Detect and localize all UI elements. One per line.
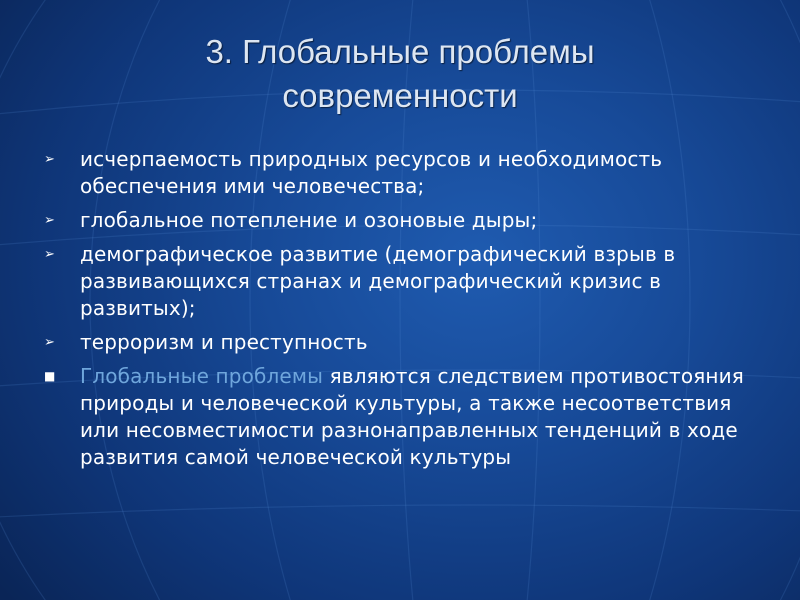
bullet-text: глобальное потепление и озоновые дыры;	[80, 208, 538, 232]
arrow-bullet-icon: ➢	[44, 152, 56, 167]
arrow-bullet-icon: ➢	[44, 213, 56, 228]
bullet-item	[44, 146, 764, 200]
highlighted-term: Глобальные проблемы	[80, 364, 324, 388]
slide-title	[40, 30, 760, 118]
bullet-list	[44, 146, 764, 478]
bullet-item	[44, 207, 764, 234]
arrow-bullet-icon: ➢	[44, 335, 56, 350]
arrow-bullet-icon: ➢	[44, 247, 56, 262]
bullet-text: являются следствием противостояния природы и человеческой культуры, а также несоответствия или несовместимости разнонаправленных тенденций в ходе развития самой человеческой культуры	[80, 364, 744, 469]
bullet-item	[44, 363, 764, 471]
bullet-item	[44, 329, 764, 356]
bullet-item	[44, 241, 764, 322]
square-bullet-icon: ■	[44, 369, 56, 383]
slide-title-line-2: современности	[282, 77, 518, 114]
bullet-text: исчерпаемость природных ресурсов и необходимость обеспечения ими человечества;	[80, 147, 663, 198]
slide-title-line-1: 3. Глобальные проблемы	[205, 33, 595, 70]
bullet-text: терроризм и преступность	[80, 330, 368, 354]
bullet-text: демографическое развитие (демографический взрыв в развивающихся странах и демографический кризис в развитых);	[80, 242, 676, 320]
